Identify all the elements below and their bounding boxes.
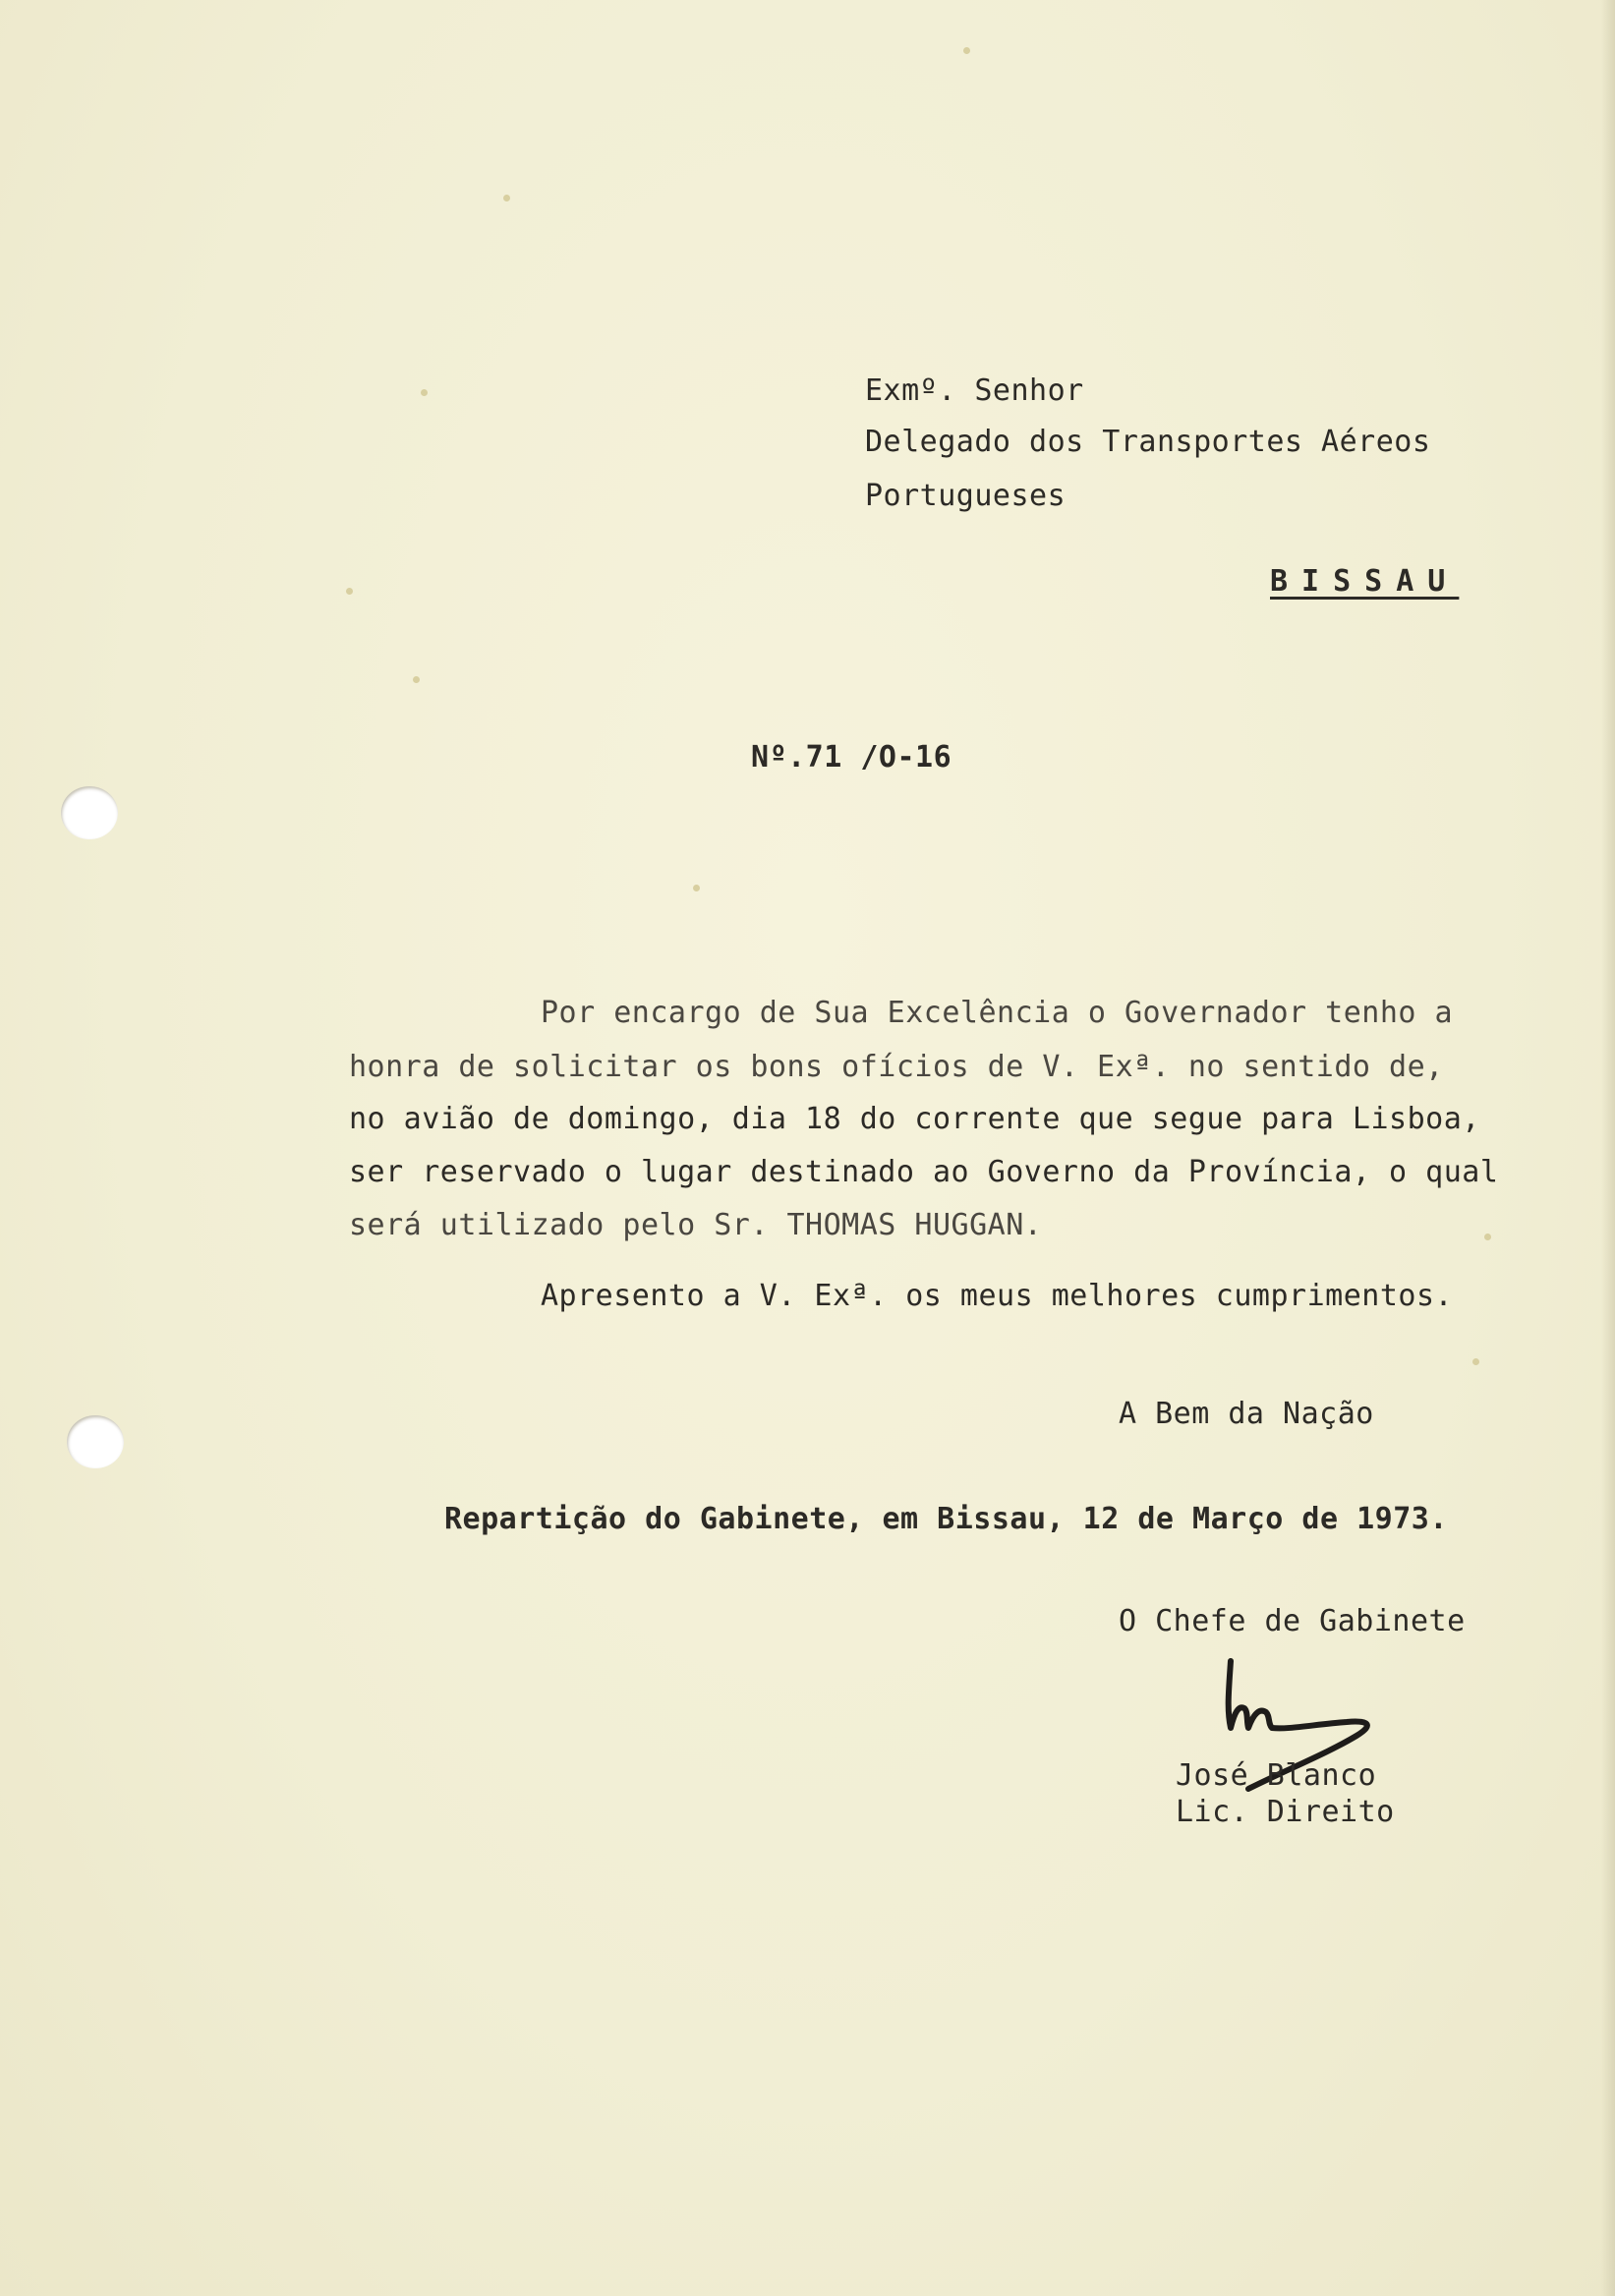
paper-speck	[503, 195, 510, 201]
paper-speck	[1472, 1358, 1479, 1365]
paper-speck	[1484, 1234, 1491, 1240]
paper-edge-shadow	[1601, 0, 1615, 2296]
body-line-1: Por encargo de Sua Excelência o Governador tenho a	[541, 996, 1454, 1030]
body-line-3: no avião de domingo, dia 18 do corrente que segue para Lisboa,	[349, 1102, 1480, 1136]
signatory-name: José Blanco	[1176, 1758, 1377, 1793]
reference-number: Nº.71 /O-16	[751, 740, 952, 775]
addressee-city: BISSAU	[1270, 564, 1460, 599]
punch-hole-top	[61, 786, 118, 839]
paper-speck	[693, 885, 700, 891]
body-paragraph-2: Apresento a V. Exª. os meus melhores cumprimentos.	[541, 1279, 1454, 1313]
punch-hole-bottom	[67, 1415, 124, 1468]
body-line-2: honra de solicitar os bons ofícios de V. Exª. no sentido de,	[349, 1050, 1444, 1084]
paper-speck	[421, 389, 428, 396]
addressee-salutation: Exmº. Senhor	[865, 373, 1084, 408]
closing-phrase: A Bem da Nação	[1119, 1397, 1374, 1431]
paper-speck	[413, 676, 420, 683]
signatory-credential: Lic. Direito	[1176, 1795, 1395, 1829]
body-line-5: será utilizado pelo Sr. THOMAS HUGGAN.	[349, 1208, 1043, 1242]
addressee-line-2: Portugueses	[865, 479, 1067, 513]
body-line-4: ser reservado o lugar destinado ao Governo da Província, o qual	[349, 1155, 1499, 1189]
place-date: Repartição do Gabinete, em Bissau, 12 de Março de 1973.	[444, 1502, 1448, 1536]
addressee-line-1: Delegado dos Transportes Aéreos	[865, 425, 1431, 459]
signatory-title: O Chefe de Gabinete	[1119, 1604, 1466, 1638]
paper-speck	[346, 588, 353, 595]
paper-speck	[963, 47, 970, 54]
